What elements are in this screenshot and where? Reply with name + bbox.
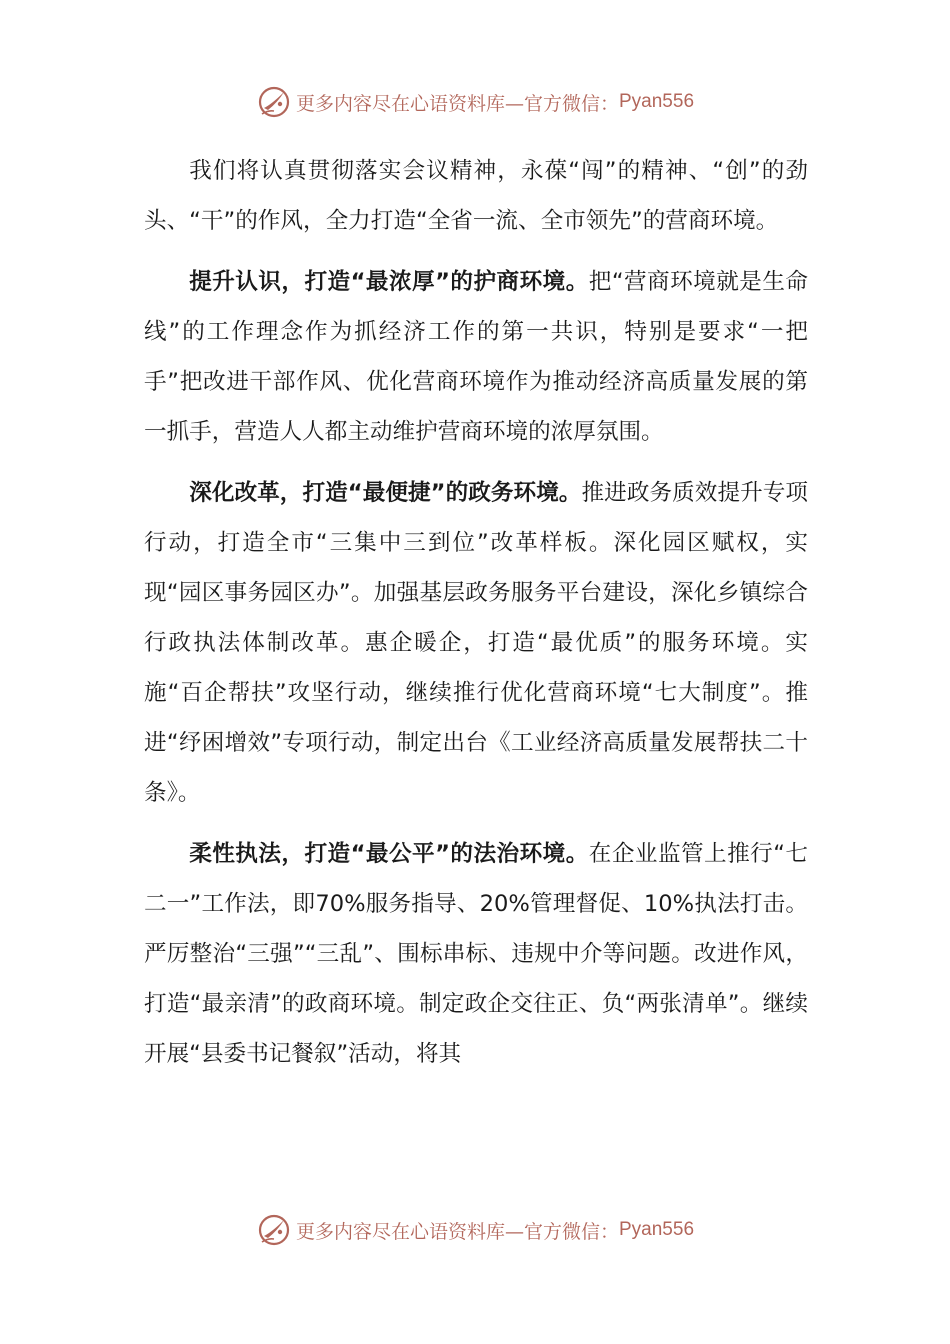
quill-seal-icon — [256, 84, 292, 120]
paragraph-lead: 提升认识，打造“最浓厚”的护商环境。 — [189, 269, 589, 295]
paragraph-intro — [144, 146, 808, 246]
paragraph-text: 在企业监管上推行“七二一”工作法，即70%服务指导、20%管理督促、10%执法打击。严厉整治“三强”“三乱”、围标串标、违规中介等问题。改进作风，打造“最亲清”的政商环境。制定政企交往正、负“两张清单”。继续开展“县委书记餐叙”活动，将其 — [144, 841, 808, 1067]
header-watermark-banner — [0, 82, 950, 122]
paragraph-lead: 柔性执法，打造“最公平”的法治环境。 — [189, 841, 589, 867]
footer-watermark-banner — [0, 1210, 950, 1250]
paragraph-enforcement — [144, 829, 808, 1079]
paragraph-text: 我们将认真贯彻落实会议精神，永葆“闯”的精神、“创”的劲头、“干”的作风，全力打造“全省一流、全市领先”的营商环境。 — [144, 158, 808, 234]
document-body — [144, 146, 808, 1090]
banner-text: 更多内容尽在心语资料库—官方微信： — [295, 92, 619, 115]
paragraph-text: 推进政务质效提升专项行动，打造全市“三集中三到位”改革样板。深化园区赋权，实现“园区事务园区办”。加强基层政务服务平台建设，深化乡镇综合行政执法体制改革。惠企暖企，打造“最优质”的服务环境。实施“百企帮扶”攻坚行动，继续推行优化营商环境“七大制度”。推进“纾困增效”专项行动，制定出台《工业经济高质量发展帮扶二十条》。 — [144, 480, 809, 806]
paragraph-reform — [144, 468, 808, 818]
banner-account: Pyan556 — [619, 91, 695, 112]
paragraph-lead: 深化改革，打造“最便捷”的政务环境。 — [189, 480, 582, 506]
banner-text: 更多内容尽在心语资料库—官方微信： — [295, 1220, 619, 1243]
paragraph-awareness — [144, 257, 808, 457]
paragraph-text: 把“营商环境就是生命线”的工作理念作为抓经济工作的第一共识，特别是要求“一把手”把改进干部作风、优化营商环境作为推动经济高质量发展的第一抓手，营造人人都主动维护营商环境的浓厚氛围。 — [144, 269, 808, 445]
quill-seal-icon — [256, 1212, 292, 1248]
banner-account: Pyan556 — [619, 1219, 695, 1240]
